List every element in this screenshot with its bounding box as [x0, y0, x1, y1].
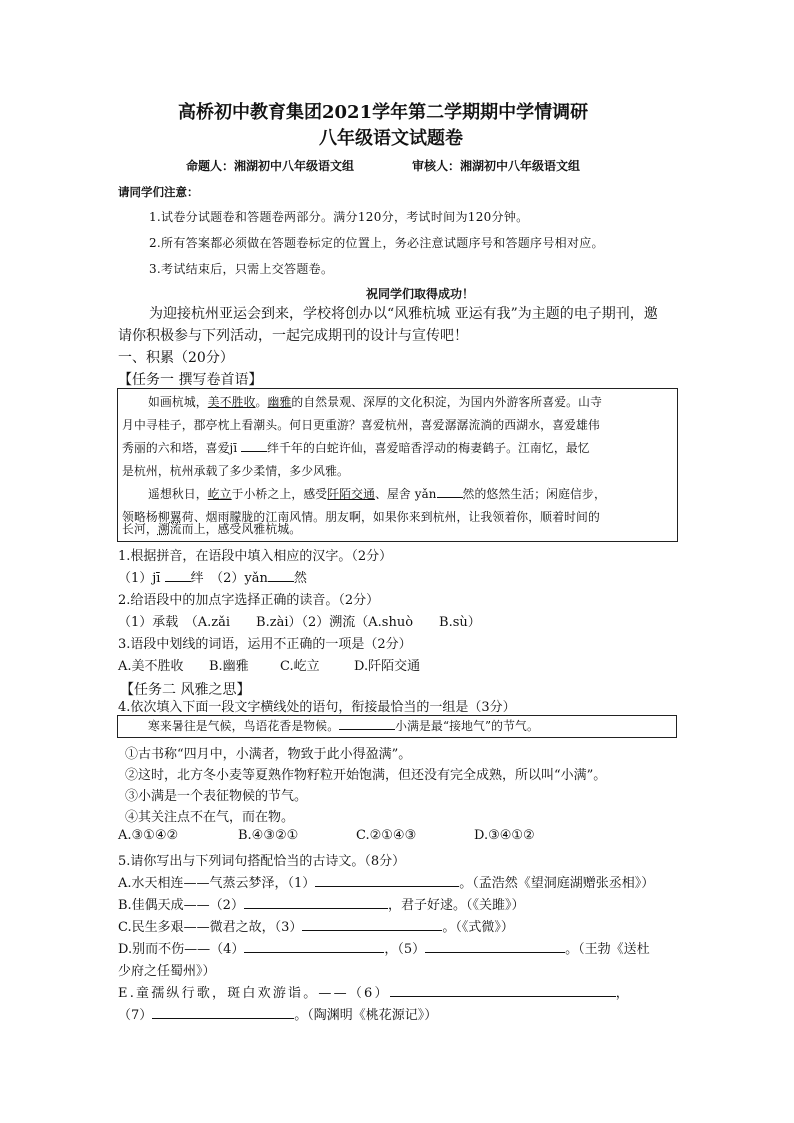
- q5-text: ，: [615, 986, 631, 1001]
- passage-text: 领略杨柳: [122, 510, 170, 524]
- q4-box-text: [148, 715, 539, 738]
- blank-yan: [437, 485, 463, 498]
- q5-text: 。（孟浩然《望洞庭湖赠张丞相》）: [459, 876, 655, 891]
- passage-line-4: 是杭州，杭州承载了多少柔情，多少风雅。: [122, 464, 349, 478]
- question-5: 5.请你写出与下列词句搭配恰当的古诗文。（8分）: [118, 854, 406, 869]
- q5-blank-2[interactable]: [244, 896, 388, 909]
- q5-blank-1[interactable]: [315, 874, 459, 887]
- q5-text: A.水天相连——气蒸云梦泽，（1）: [118, 876, 316, 891]
- dotted-char-su: 溯: [157, 522, 170, 536]
- passage-text: 流而上，感受风雅杭城。: [169, 522, 302, 536]
- q5-text: 。（陶渊明《桃花源记》）: [294, 1008, 438, 1023]
- question-2-answer: （1）承载 （A.zǎi B.zài）（2）溯流（A.shuò B.sù）: [118, 615, 481, 630]
- note-1: 1.试卷分试题卷和答题卷两部分。满分120分，考试时间为120分钟。: [149, 210, 529, 224]
- q4-sentence-4: ④其关注点不在气，而在物。: [125, 810, 295, 825]
- passage-text: 。: [255, 395, 268, 409]
- passage-text: 于小桥之上，感受: [231, 487, 328, 501]
- passage-text: 然的悠然生活；闲庭信步，: [462, 487, 606, 501]
- question-3: 3.语段中划线的词语，运用不正确的一项是（2分）: [118, 637, 412, 652]
- q4-option-a[interactable]: A.③①④②: [118, 828, 179, 843]
- q5-text: 。（《式微》）: [442, 920, 514, 935]
- passage-text: 荷、烟雨朦胧的江南风情。朋友啊，如果你来到杭州，让我领着你，顺着时间的: [181, 510, 600, 524]
- passage-text: 秀丽的六和塔，喜爱jī: [122, 441, 242, 455]
- section-heading: 一、积累（20分）: [118, 350, 234, 366]
- word-youya: 幽雅: [267, 395, 292, 409]
- q5-text: 。（王勃《送杜: [565, 942, 650, 957]
- good-luck-text: 祝同学们取得成功！: [366, 287, 475, 301]
- q5-item-d: [118, 938, 650, 957]
- box-text: 寒来暑往是气候，鸟语花香是物候。: [148, 719, 340, 733]
- q5-blank-7[interactable]: [152, 1006, 294, 1019]
- q5-text: E.童孺纵行歌，斑白欢游诣。——（6）: [118, 986, 390, 1001]
- q4-option-b[interactable]: B.④③②①: [238, 828, 299, 843]
- q4-option-c[interactable]: C.②①④③: [356, 828, 417, 843]
- q5-text: D.别而不伤——（4）: [118, 942, 245, 957]
- task-one-heading: 【任务一 撰写卷首语】: [118, 372, 263, 388]
- q5-blank-4[interactable]: [244, 940, 384, 953]
- answer-text: 绊 （2）yǎn: [190, 571, 268, 586]
- note-3: 3.考试结束后，只需上交答题卷。: [149, 262, 334, 276]
- q3-option-d[interactable]: D.阡陌交通: [354, 659, 421, 674]
- question-2: 2.给语段中的加点字选择正确的读音。（2分）: [118, 593, 380, 608]
- exam-subtitle: 八年级语文试题卷: [319, 128, 463, 149]
- answer-text: 然: [293, 571, 307, 586]
- q5-text: B.佳偶天成——（2）: [118, 898, 244, 913]
- question-4: 4.依次填入下面一段文字横线处的语句，衔接最恰当的一组是（3分）: [118, 700, 516, 715]
- q4-sentence-1: ①古书称“四月中，小满者，物致于此小得盈满”。: [125, 747, 412, 762]
- author-line: 命题人：湘湖初中八年级语文组: [186, 159, 355, 173]
- q5-text: （7）: [118, 1008, 153, 1023]
- q5-item-e: [118, 982, 631, 1001]
- q5-item-b: [118, 894, 524, 913]
- passage-line-5: [148, 483, 606, 506]
- q5-text: C.民生多艰——微君之故，（3）: [118, 920, 303, 935]
- q3-option-a[interactable]: A.美不胜收: [118, 659, 184, 674]
- reviewer-line: 审核人：湘湖初中八年级语文组: [412, 159, 581, 173]
- q3-option-c[interactable]: C.屹立: [280, 659, 320, 674]
- passage-text: 绊千年的白蛇许仙，喜爱暗香浮动的梅妻鹤子。江南忆，最忆: [267, 441, 590, 455]
- word-qianmojiaotong: 阡陌交通: [327, 487, 376, 501]
- question-1-answer: [118, 567, 307, 586]
- passage-line-1: [148, 391, 602, 414]
- q5-item-c: [118, 916, 514, 935]
- question-1: 1.根据拼音，在语段中填入相应的汉字。（2分）: [118, 549, 393, 564]
- passage-text: 如画杭城，: [148, 395, 208, 409]
- passage-text: 、屋舍 yǎn: [375, 487, 437, 501]
- q4-sentence-3: ③小满是一个表征物候的节气。: [125, 789, 308, 804]
- word-yili: 屹立: [207, 487, 232, 501]
- notes-heading: 请同学们注意：: [118, 185, 199, 199]
- blank-ji: [241, 439, 267, 452]
- q5-blank-3[interactable]: [302, 918, 442, 931]
- passage-text: 遥想秋日，: [148, 487, 208, 501]
- q4-sentence-2: ②这时，北方冬小麦等夏熟作物籽粒开始饱满，但还没有完全成熟，所以叫“小满”。: [125, 768, 607, 783]
- passage-line-2: 月中寻桂子，郡亭枕上看潮头。何日更重游？喜爱杭州，喜爱潺潺流淌的西湖水，喜爱雄伟: [122, 418, 600, 432]
- q5-item-e-cont: [118, 1004, 437, 1023]
- passage-text: 的自然景观、深厚的文化积淀，为国内外游客所喜爱。山寺: [291, 395, 603, 409]
- passage-line-8: [122, 518, 301, 541]
- q4-box-blank: [339, 717, 395, 730]
- word-meibushengshou: 美不胜收: [207, 395, 256, 409]
- q4-option-d[interactable]: D.③④①②: [474, 828, 535, 843]
- passage-text: 长河，: [122, 522, 158, 536]
- box-text: 小满是最“接地气”的节气。: [395, 719, 539, 733]
- q3-option-b[interactable]: B.幽雅: [209, 659, 249, 674]
- intro-line-2: 请你积极参与下列活动，一起完成期刊的设计与宣传吧！: [118, 328, 468, 344]
- q5-blank-5[interactable]: [425, 940, 565, 953]
- task-two-heading: 【任务二 风雅之思】: [120, 682, 251, 698]
- q5-text: ，君子好逑。（《关雎》）: [387, 898, 525, 913]
- exam-title: 高桥初中教育集团2021学年第二学期期中学情调研: [178, 102, 589, 123]
- intro-line-1: 为迎接杭州亚运会到来，学校将创办以“风雅杭城 亚运有我”为主题的电子期刊，邀: [149, 306, 658, 322]
- answer-blank-2[interactable]: [268, 569, 294, 582]
- q5-item-d-cont: 少府之任蜀州》）: [118, 964, 216, 979]
- passage-line-3: [122, 437, 590, 460]
- answer-blank-1[interactable]: [165, 569, 191, 582]
- dotted-char-zai: 翼: [169, 510, 182, 524]
- q5-blank-6[interactable]: [390, 984, 616, 997]
- note-2: 2.所有答案都必须做在答题卷标定的位置上，务必注意试题序号和答题序号相对应。: [149, 236, 604, 250]
- answer-text: （1）jī: [118, 571, 165, 586]
- q5-text: ，（5）: [384, 942, 426, 957]
- q5-item-a: [118, 872, 654, 891]
